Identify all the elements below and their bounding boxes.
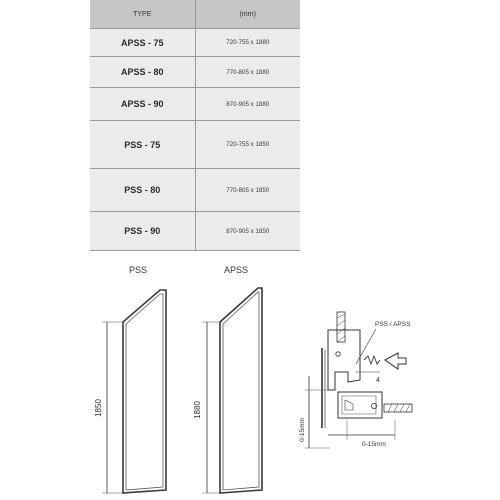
apss-frame-inner	[223, 292, 259, 490]
spring-icon	[364, 356, 380, 364]
profile-callout-label: PSS / APSS	[375, 321, 411, 328]
row-size: 720-755 x 1850	[195, 121, 300, 169]
profile-detail-drawing	[299, 312, 412, 448]
horizontal-tolerance-label: 0-15mm	[362, 441, 386, 448]
row-size: 770-805 x 1850	[195, 169, 300, 212]
apss-title: APSS	[223, 265, 249, 275]
header-size: (mm)	[195, 0, 300, 29]
pss-frame-inner	[126, 294, 163, 490]
pss-drawing	[94, 265, 166, 493]
row-size: 870-905 x 1880	[195, 88, 300, 121]
row-type: PSS - 90	[90, 212, 195, 251]
wall-hatch-top	[337, 312, 345, 342]
row-type: APSS - 80	[90, 57, 195, 88]
apss-height-label: 1880	[193, 401, 202, 419]
upper-profile	[328, 330, 360, 390]
row-size: 720-755 x 1880	[195, 29, 300, 57]
row-type: PSS - 75	[90, 121, 195, 169]
apss-frame-outer	[220, 288, 262, 493]
gap-label: 4	[376, 377, 380, 384]
header-type: TYPE	[90, 0, 195, 29]
row-type: APSS - 90	[90, 88, 195, 121]
row-type: PSS - 80	[90, 169, 195, 212]
insert-arrow-icon	[385, 353, 406, 369]
apss-drawing	[193, 265, 262, 493]
vertical-tolerance-label: 0-15mm	[299, 418, 306, 442]
row-size: 870-905 x 1850	[195, 212, 300, 251]
pss-height-label: 1850	[94, 399, 103, 417]
row-type: APSS - 75	[90, 29, 195, 57]
row-size: 770-805 x 1880	[195, 57, 300, 88]
pss-title: PSS	[128, 265, 148, 275]
screw-hole-upper	[336, 352, 340, 356]
